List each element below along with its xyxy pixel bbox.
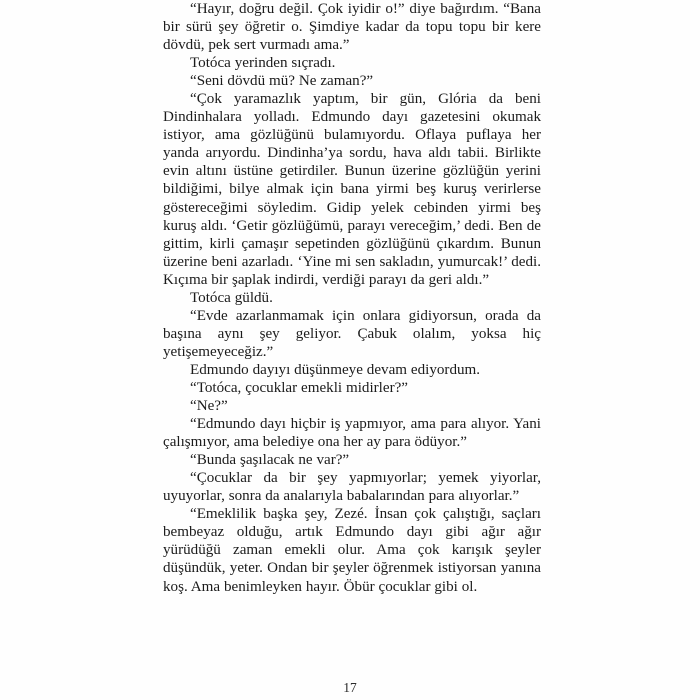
- paragraph: “Bunda şaşılacak ne var?”: [190, 452, 350, 469]
- paragraph: “Seni dövdü mü? Ne zaman?”: [190, 73, 374, 90]
- paragraph: Edmundo dayıyı düşünmeye devam ediyordum.: [190, 361, 481, 378]
- page-number: 17: [343, 680, 357, 695]
- paragraph: Totóca güldü.: [190, 289, 273, 306]
- paragraph: “Edmundo dayı hiçbir iş yapmıyor, ama para alıyor. Yani çalışmıyor, ama belediye ona her ay para ödüyor.”: [163, 416, 541, 451]
- paragraph: “Evde azarlanmamak için onlara gidiyorsun, orada da başına aynı şey geliyor. Çabuk olalım, yoksa hiç yetişemeyeceğiz.”: [163, 307, 541, 360]
- paragraph: “Totóca, çocuklar emekli midirler?”: [190, 379, 408, 396]
- body-text-column: [163, 0, 541, 596]
- paragraph: Totóca yerinden sıçradı.: [190, 55, 336, 72]
- paragraph: “Ne?”: [190, 398, 228, 415]
- paragraph: “Hayır, doğru değil. Çok iyidir o!” diye bağırdım. “Bana bir sürü şey öğretir o. Şimdiye kadar da topu topu bir kere dövdü, pek sert vurmadı ama.”: [163, 1, 541, 54]
- paragraph: “Çocuklar da bir şey yapmıyorlar; yemek yiyorlar, uyuyorlar, sonra da analarıyla babalarından para alıyorlar.”: [163, 470, 541, 505]
- paragraph: “Emeklilik başka şey, Zezé. İnsan çok çalıştığı, saçları bembeyaz olduğu, artık Edmundo dayı gibi ağır ağır yürüdüğü zaman emekli olur. Ama çok karışık şeyler düşündük, yeter. Ondan bir şeyler öğrenmek istiyorsan yanına koş. Ama benimleyken hayır. Öbür çocuklar gibi ol.: [163, 506, 541, 595]
- paragraph: “Çok yaramazlık yaptım, bir gün, Glória da beni Dindinhalara yolladı. Edmundo dayı gazetesini okumak istiyor, ama gözlüğünü bulamıyordu. Oflaya puflaya her yanda arıyordu. Dindinha’ya sordu, hava aldı tabii. Birlikte evin altını üstüne getirdiler. Bunun üzerine gözlüğün yerini bildiğimi, bilye almak için bana yirmi beş kuruş verirlerse göstereceğimi söyledim. Gidip yelek cebinden yirmi beş kuruş aldı. ‘Getir gözlüğümü, parayı vereceğim,’ dedi. Ben de gittim, kirli çamaşır sepetinden gözlüğünü çıkardım. Bunun üzerine beni azarladı. ‘Yine mi sen sakladın, yumurcak!’ dedi. Kıçıma bir şaplak indirdi, verdiği parayı da geri aldı.”: [163, 91, 541, 288]
